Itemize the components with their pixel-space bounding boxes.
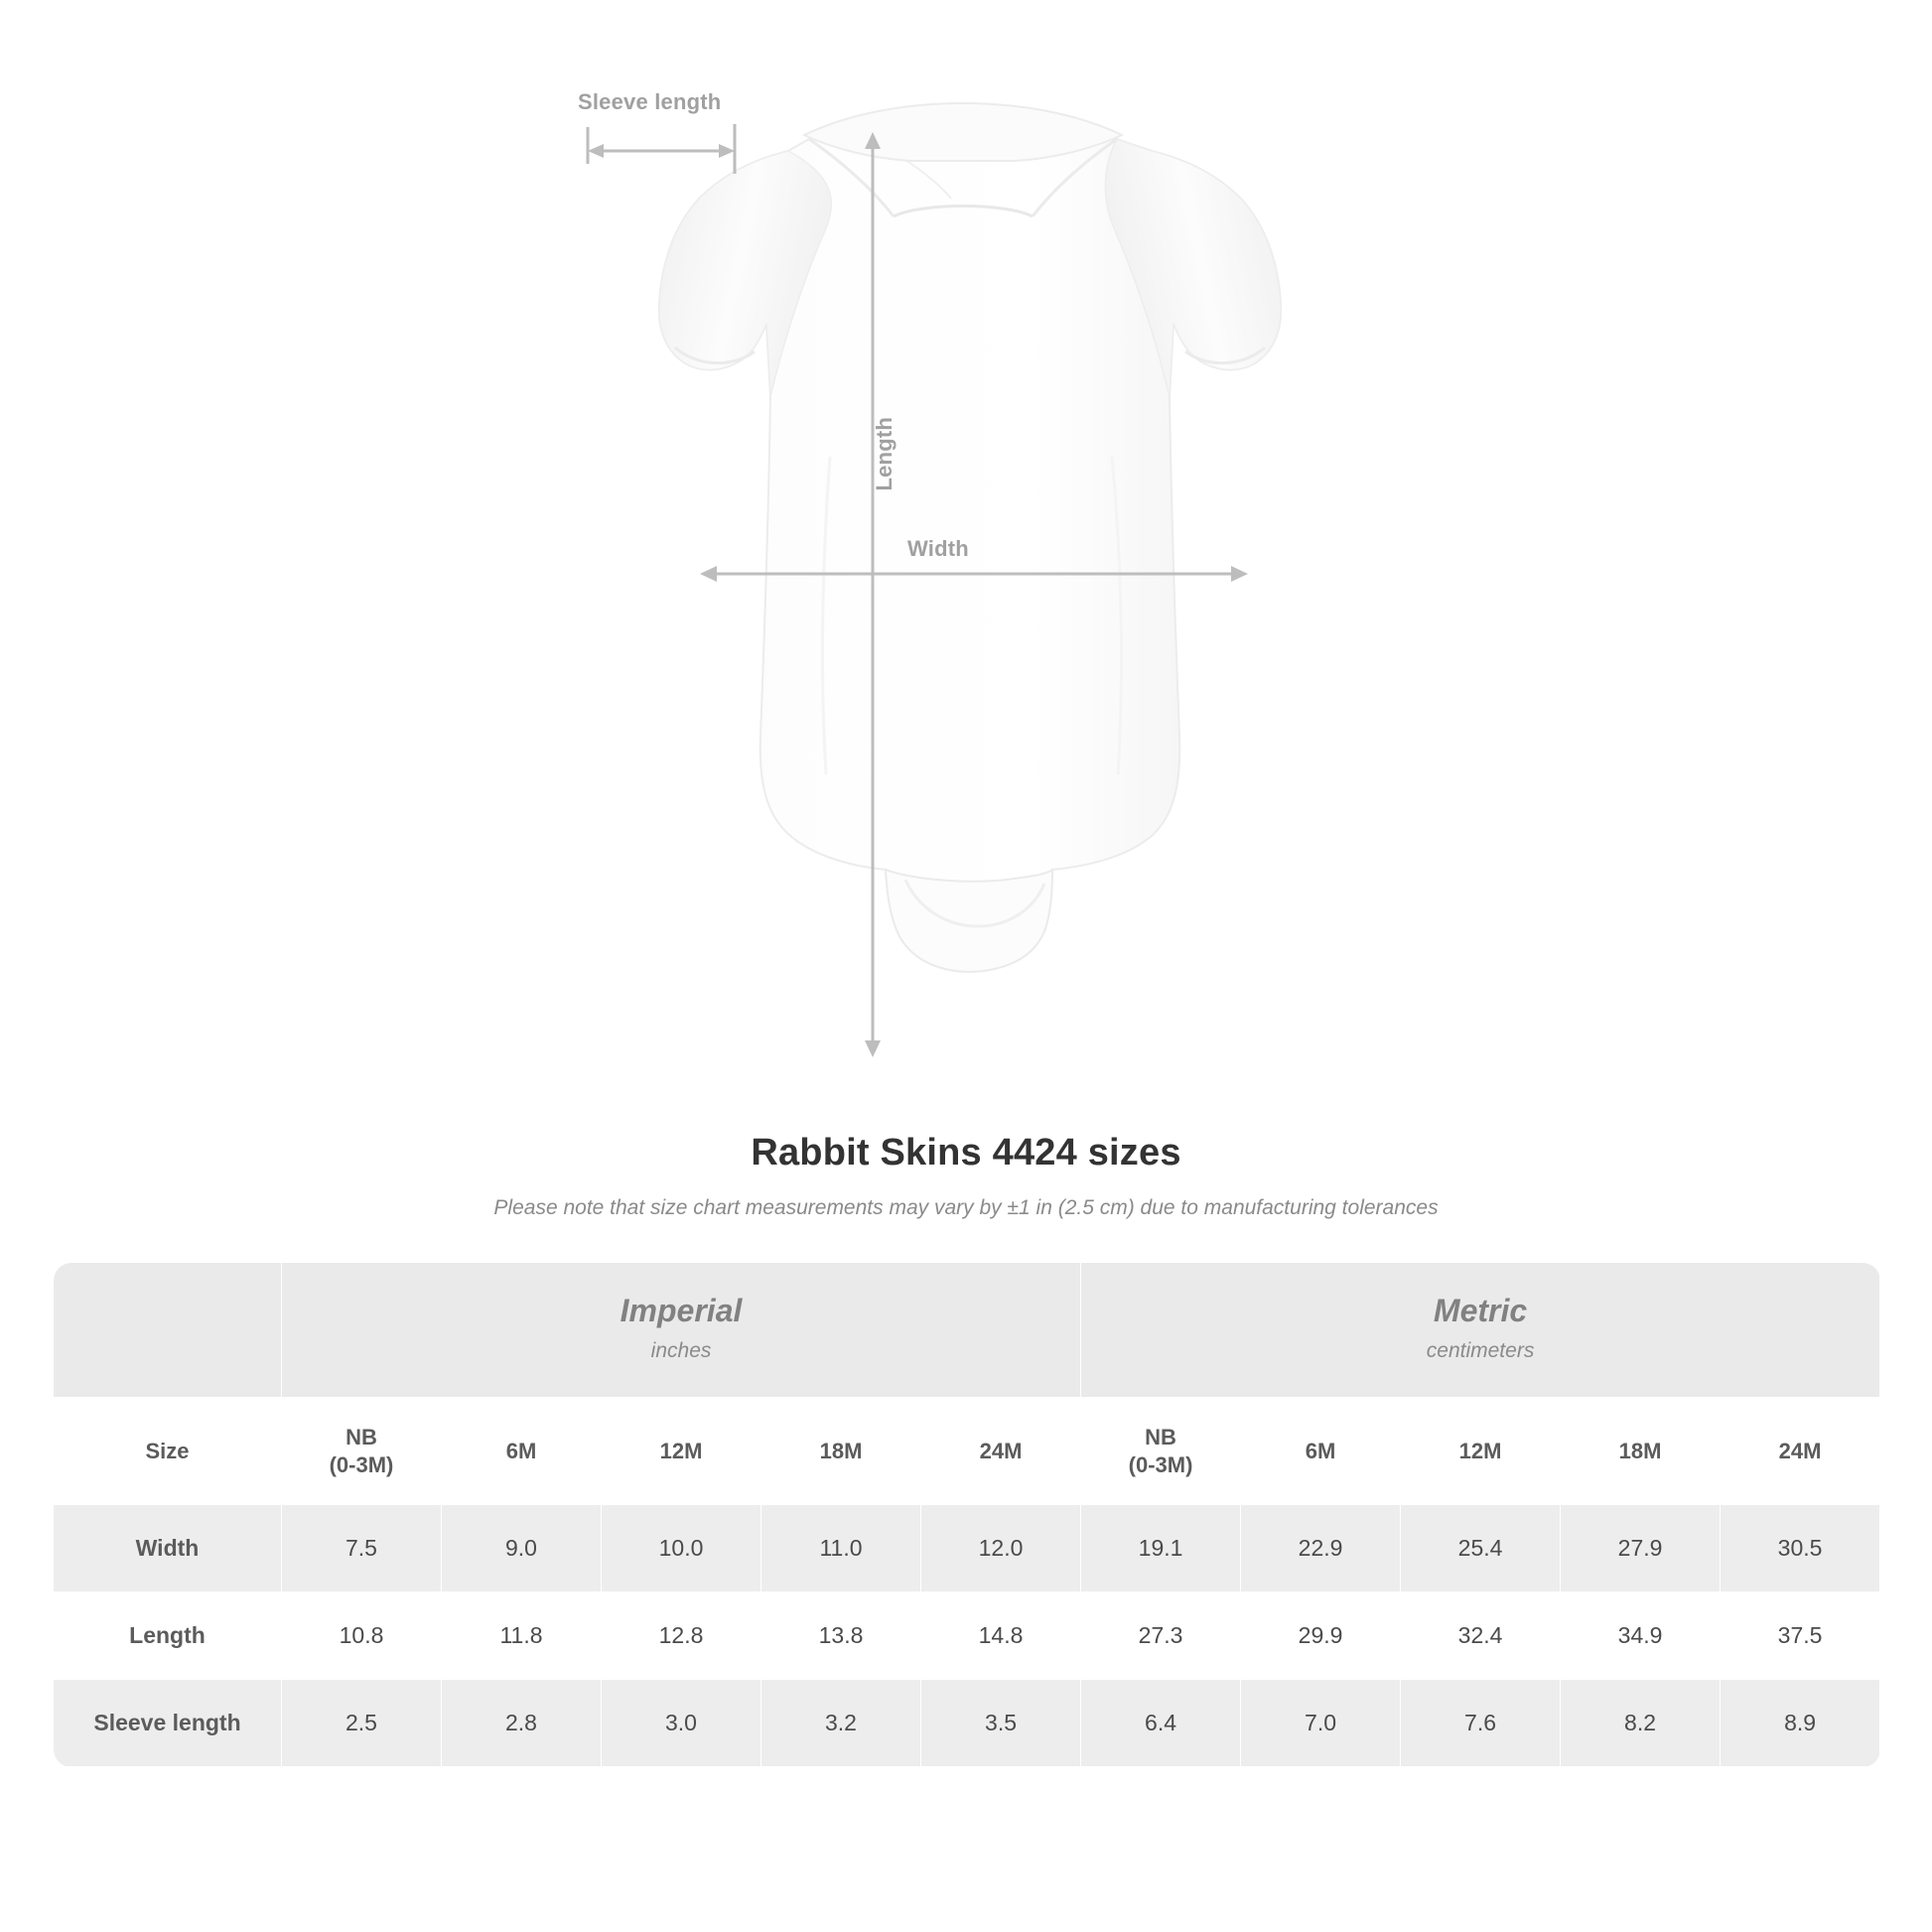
cell: 30.5 bbox=[1721, 1505, 1880, 1592]
cell: 32.4 bbox=[1401, 1592, 1561, 1680]
cell: 12.0 bbox=[921, 1505, 1081, 1592]
table-row bbox=[54, 1680, 1880, 1767]
size-name-line1: NB (0-3M) bbox=[329, 1425, 394, 1477]
table-row bbox=[54, 1592, 1880, 1680]
cell: 11.8 bbox=[442, 1592, 602, 1680]
cell: 8.9 bbox=[1721, 1680, 1880, 1767]
cell: 10.0 bbox=[602, 1505, 761, 1592]
cell: 37.5 bbox=[1721, 1592, 1880, 1680]
cell: 7.6 bbox=[1401, 1680, 1561, 1767]
cell: 3.5 bbox=[921, 1680, 1081, 1767]
size-header-cell: 6M bbox=[442, 1398, 602, 1505]
unit-system-imperial-name: Imperial bbox=[620, 1293, 743, 1328]
cell: 2.8 bbox=[442, 1680, 602, 1767]
cell: 27.3 bbox=[1081, 1592, 1241, 1680]
cell: 12.8 bbox=[602, 1592, 761, 1680]
size-header-row bbox=[54, 1398, 1880, 1505]
cell: 8.2 bbox=[1561, 1680, 1721, 1767]
unit-system-header-row bbox=[54, 1263, 1880, 1398]
table-corner-cell bbox=[54, 1263, 282, 1398]
cell: 27.9 bbox=[1561, 1505, 1721, 1592]
cell: 13.8 bbox=[761, 1592, 921, 1680]
cell: 22.9 bbox=[1241, 1505, 1401, 1592]
title-block bbox=[0, 1132, 1932, 1220]
cell: 34.9 bbox=[1561, 1592, 1721, 1680]
cell: 29.9 bbox=[1241, 1592, 1401, 1680]
size-header-cell: 12M bbox=[1401, 1398, 1561, 1505]
width-label: Width bbox=[907, 536, 969, 561]
cell: 14.8 bbox=[921, 1592, 1081, 1680]
tolerance-note: Please note that size chart measurements may vary by ±1 in (2.5 cm) due to manufacturing tolerances bbox=[493, 1196, 1439, 1219]
size-table-wrap bbox=[53, 1262, 1879, 1767]
row-label-width: Width bbox=[54, 1505, 282, 1592]
cell: 19.1 bbox=[1081, 1505, 1241, 1592]
unit-system-imperial bbox=[282, 1263, 1081, 1398]
cell: 7.0 bbox=[1241, 1680, 1401, 1767]
sleeve-length-label: Sleeve length bbox=[578, 89, 722, 114]
size-header-label: Size bbox=[54, 1398, 282, 1505]
cell: 6.4 bbox=[1081, 1680, 1241, 1767]
cell: 7.5 bbox=[282, 1505, 442, 1592]
unit-system-imperial-unit: inches bbox=[650, 1339, 712, 1362]
cell: 25.4 bbox=[1401, 1505, 1561, 1592]
length-label: Length bbox=[872, 417, 897, 491]
size-header-cell: 24M bbox=[921, 1398, 1081, 1505]
size-header-cell: 24M bbox=[1721, 1398, 1880, 1505]
size-name-line1: NB (0-3M) bbox=[1128, 1425, 1193, 1477]
size-header-cell bbox=[1081, 1398, 1241, 1505]
row-label-length: Length bbox=[54, 1592, 282, 1680]
size-header-cell: 18M bbox=[1561, 1398, 1721, 1505]
size-header-cell: 18M bbox=[761, 1398, 921, 1505]
cell: 9.0 bbox=[442, 1505, 602, 1592]
cell: 11.0 bbox=[761, 1505, 921, 1592]
cell: 2.5 bbox=[282, 1680, 442, 1767]
cell: 10.8 bbox=[282, 1592, 442, 1680]
size-table bbox=[53, 1262, 1880, 1767]
page-title: Rabbit Skins 4424 sizes bbox=[751, 1132, 1181, 1173]
cell: 3.0 bbox=[602, 1680, 761, 1767]
table-row bbox=[54, 1505, 1880, 1592]
size-header-cell: 12M bbox=[602, 1398, 761, 1505]
row-label-sleeve-length: Sleeve length bbox=[54, 1680, 282, 1767]
unit-system-metric-unit: centimeters bbox=[1426, 1339, 1535, 1362]
unit-system-metric-name: Metric bbox=[1433, 1293, 1528, 1328]
unit-system-metric bbox=[1081, 1263, 1880, 1398]
size-header-cell: 6M bbox=[1241, 1398, 1401, 1505]
cell: 3.2 bbox=[761, 1680, 921, 1767]
size-header-cell bbox=[282, 1398, 442, 1505]
